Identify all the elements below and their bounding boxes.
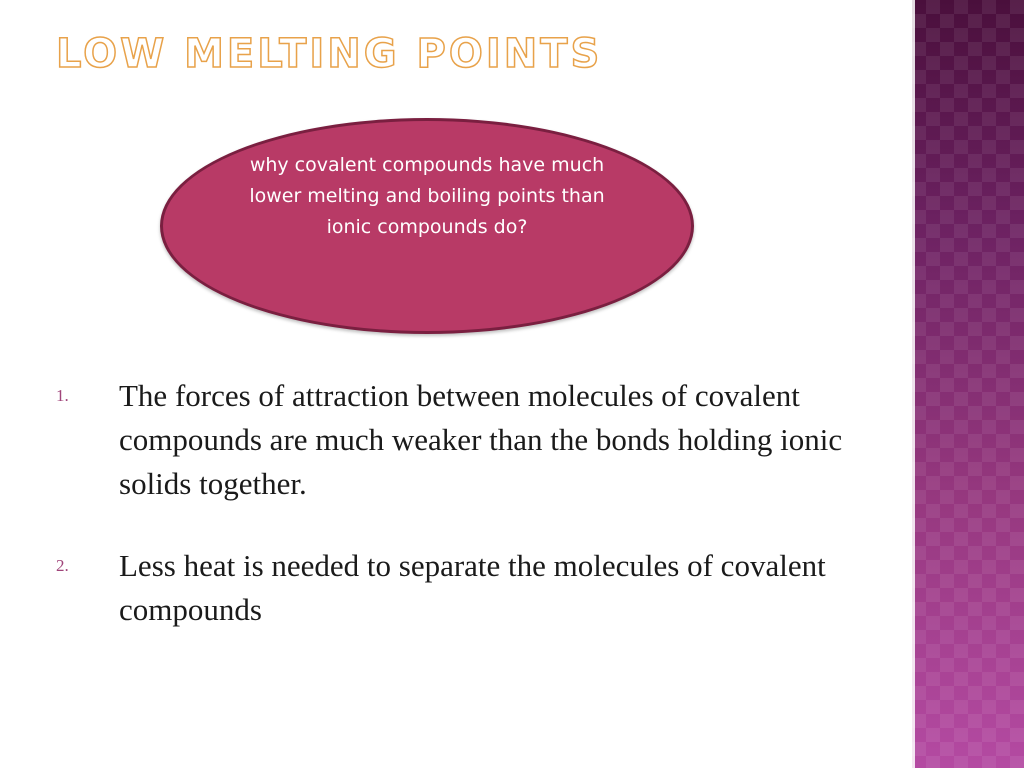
list-item-text: The forces of attraction between molecules of covalent compounds are much weaker than the bonds holding ionic solids together. bbox=[119, 378, 843, 501]
callout-question: why covalent compounds have much lower melting and boiling points than ionic compounds do? bbox=[249, 154, 605, 238]
list-item-text: Less heat is needed to separate the molecules of covalent compounds bbox=[119, 548, 826, 627]
side-band-divider bbox=[912, 0, 915, 768]
list-item bbox=[56, 544, 876, 632]
list-item-number: 2. bbox=[56, 556, 69, 575]
decorative-side-band bbox=[912, 0, 1024, 768]
list-item-number: 1. bbox=[56, 386, 69, 405]
numbered-point-list bbox=[56, 374, 876, 670]
list-item bbox=[56, 374, 876, 506]
slide-title: LOW MELTING POINTS bbox=[56, 31, 603, 77]
